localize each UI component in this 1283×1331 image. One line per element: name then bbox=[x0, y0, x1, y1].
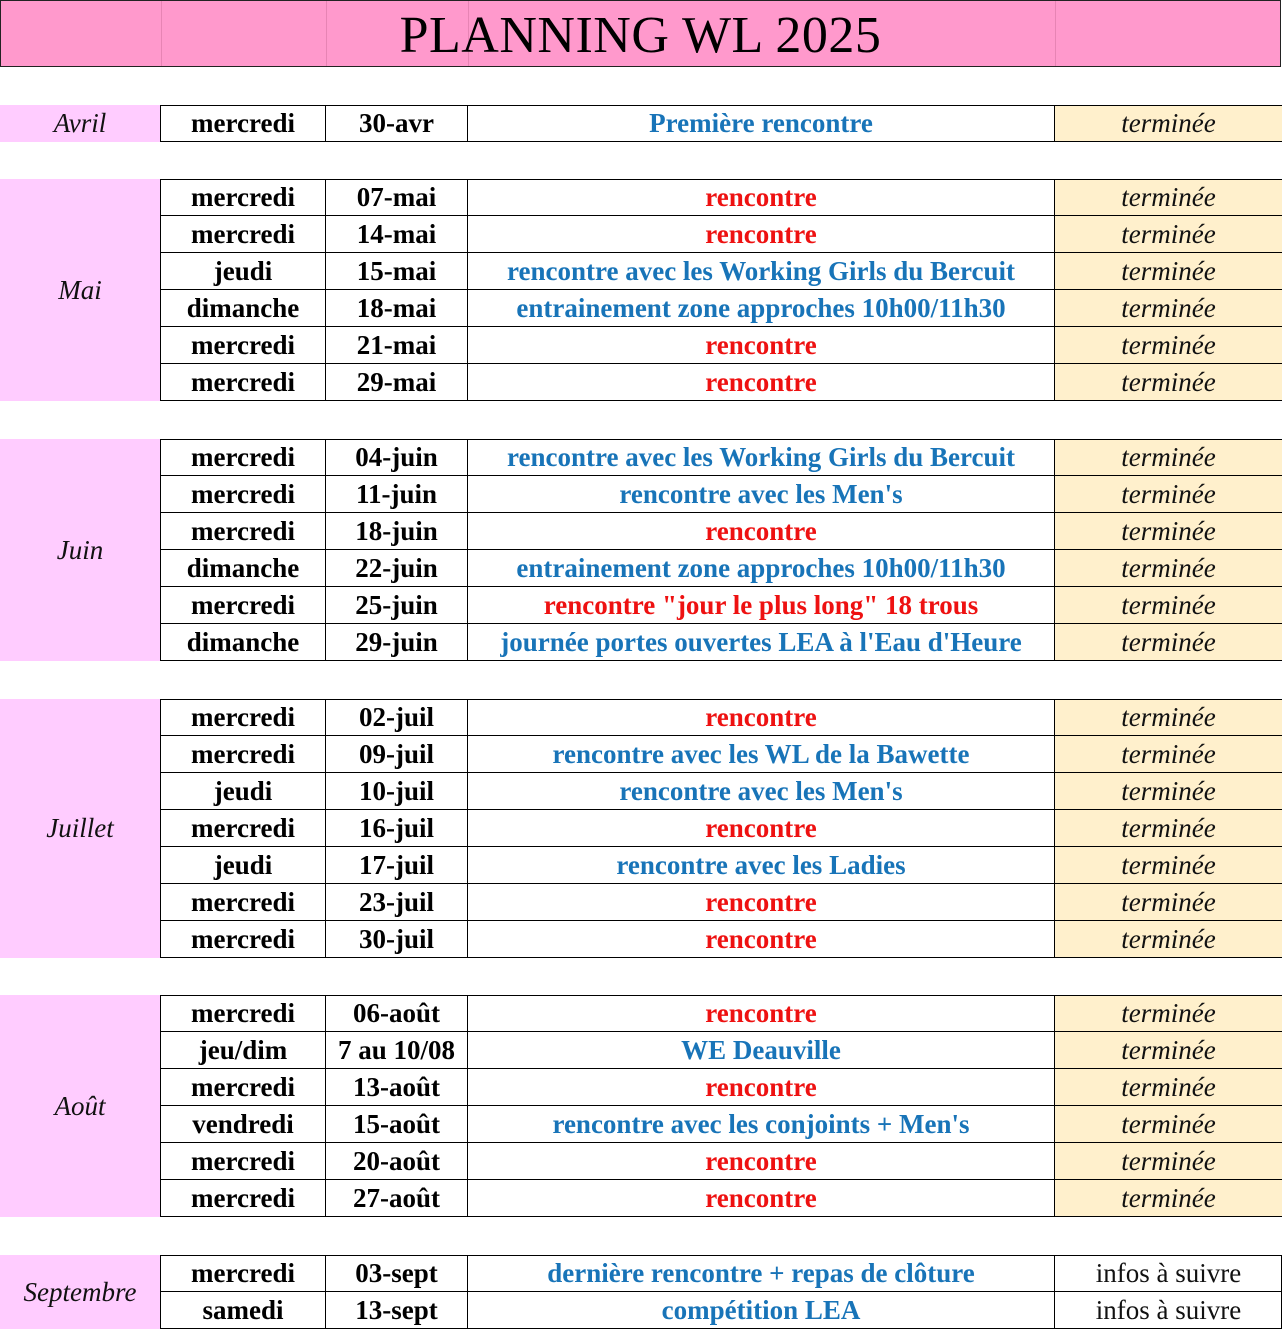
table-row bbox=[160, 921, 1282, 958]
date-cell: 22-juin bbox=[326, 550, 468, 586]
table-row bbox=[160, 810, 1282, 847]
table-row bbox=[160, 1106, 1282, 1143]
event-cell: WE Deauville bbox=[468, 1032, 1055, 1068]
status-cell: terminée bbox=[1055, 624, 1282, 660]
date-cell: 15-août bbox=[326, 1106, 468, 1142]
event-cell: rencontre bbox=[468, 700, 1055, 735]
table-row bbox=[160, 995, 1282, 1032]
date-cell: 30-juil bbox=[326, 921, 468, 957]
date-cell: 18-mai bbox=[326, 290, 468, 326]
event-cell: rencontre bbox=[468, 1180, 1055, 1216]
month-block-mai bbox=[0, 179, 1283, 401]
event-cell: rencontre avec les Men's bbox=[468, 773, 1055, 809]
status-cell: terminée bbox=[1055, 587, 1282, 623]
day-cell: mercredi bbox=[161, 921, 326, 957]
table-row bbox=[160, 550, 1282, 587]
day-cell: jeudi bbox=[161, 253, 326, 289]
date-cell: 02-juil bbox=[326, 700, 468, 735]
title-bar bbox=[0, 0, 1281, 67]
month-rows bbox=[160, 439, 1282, 661]
date-cell: 29-juin bbox=[326, 624, 468, 660]
day-cell: samedi bbox=[161, 1292, 326, 1328]
table-row bbox=[160, 773, 1282, 810]
table-row bbox=[160, 216, 1282, 253]
day-cell: mercredi bbox=[161, 1069, 326, 1105]
date-cell: 7 au 10/08 bbox=[326, 1032, 468, 1068]
day-cell: mercredi bbox=[161, 327, 326, 363]
event-cell: rencontre avec les conjoints + Men's bbox=[468, 1106, 1055, 1142]
date-cell: 18-juin bbox=[326, 513, 468, 549]
event-cell: rencontre bbox=[468, 1069, 1055, 1105]
event-cell: rencontre avec les Ladies bbox=[468, 847, 1055, 883]
status-cell: terminée bbox=[1055, 700, 1282, 735]
event-cell: rencontre avec les Working Girls du Bercuit bbox=[468, 440, 1055, 475]
table-row bbox=[160, 624, 1282, 661]
day-cell: mercredi bbox=[161, 180, 326, 215]
table-row bbox=[160, 513, 1282, 550]
table-row bbox=[160, 1032, 1282, 1069]
event-cell: rencontre bbox=[468, 996, 1055, 1031]
day-cell: mercredi bbox=[161, 700, 326, 735]
table-row bbox=[160, 884, 1282, 921]
status-cell: terminée bbox=[1055, 290, 1282, 326]
status-cell: infos à suivre bbox=[1095, 1294, 1242, 1325]
table-row bbox=[160, 290, 1282, 327]
date-cell: 20-août bbox=[326, 1143, 468, 1179]
event-cell: dernière rencontre + repas de clôture bbox=[468, 1256, 1055, 1291]
date-cell: 13-août bbox=[326, 1069, 468, 1105]
status-cell: infos à suivre bbox=[1095, 1258, 1242, 1288]
status-cell: terminée bbox=[1055, 1069, 1282, 1105]
status-cell: terminée bbox=[1055, 327, 1282, 363]
date-cell: 15-mai bbox=[326, 253, 468, 289]
month-block-septembre bbox=[0, 1255, 1283, 1329]
event-cell: rencontre bbox=[468, 327, 1055, 363]
event-cell: journée portes ouvertes LEA à l'Eau d'Heure bbox=[468, 624, 1055, 660]
day-cell: mercredi bbox=[161, 996, 326, 1031]
event-cell: rencontre bbox=[468, 810, 1055, 846]
table-row bbox=[160, 253, 1282, 290]
day-cell: jeu/dim bbox=[161, 1032, 326, 1068]
status-cell: terminée bbox=[1055, 996, 1282, 1031]
day-cell: mercredi bbox=[161, 1180, 326, 1216]
status-cell: terminée bbox=[1055, 364, 1282, 400]
table-row bbox=[160, 587, 1282, 624]
date-cell: 06-août bbox=[326, 996, 468, 1031]
date-cell: 04-juin bbox=[326, 440, 468, 475]
status-cell: terminée bbox=[1055, 1180, 1282, 1216]
month-block-avril bbox=[0, 105, 1283, 142]
status-cell: terminée bbox=[1055, 550, 1282, 586]
event-cell: rencontre avec les Men's bbox=[468, 476, 1055, 512]
table-row bbox=[160, 105, 1282, 142]
table-row bbox=[160, 847, 1282, 884]
date-cell: 23-juil bbox=[326, 884, 468, 920]
table-row bbox=[160, 476, 1282, 513]
date-cell: 09-juil bbox=[326, 736, 468, 772]
event-cell: rencontre bbox=[468, 1143, 1055, 1179]
event-cell: rencontre bbox=[468, 884, 1055, 920]
day-cell: dimanche bbox=[161, 290, 326, 326]
date-cell: 10-juil bbox=[326, 773, 468, 809]
date-cell: 13-sept bbox=[326, 1292, 468, 1328]
event-cell: Première rencontre bbox=[468, 106, 1055, 141]
day-cell: mercredi bbox=[161, 364, 326, 400]
table-row bbox=[160, 1180, 1282, 1217]
month-label: Juin bbox=[0, 439, 160, 661]
day-cell: dimanche bbox=[161, 550, 326, 586]
date-cell: 17-juil bbox=[326, 847, 468, 883]
status-cell: terminée bbox=[1055, 1143, 1282, 1179]
month-rows bbox=[160, 995, 1282, 1217]
table-row bbox=[160, 1292, 1282, 1329]
date-cell: 07-mai bbox=[326, 180, 468, 215]
status-cell: terminée bbox=[1055, 216, 1282, 252]
month-label: Septembre bbox=[0, 1255, 160, 1329]
status-cell: terminée bbox=[1055, 810, 1282, 846]
day-cell: vendredi bbox=[161, 1106, 326, 1142]
date-cell: 14-mai bbox=[326, 216, 468, 252]
event-cell: rencontre bbox=[468, 513, 1055, 549]
status-cell: terminée bbox=[1055, 180, 1282, 215]
event-cell: rencontre avec les Working Girls du Bercuit bbox=[468, 253, 1055, 289]
day-cell: jeudi bbox=[161, 773, 326, 809]
date-cell: 21-mai bbox=[326, 327, 468, 363]
day-cell: mercredi bbox=[161, 587, 326, 623]
event-cell: rencontre bbox=[468, 180, 1055, 215]
table-row bbox=[160, 699, 1282, 736]
day-cell: mercredi bbox=[161, 736, 326, 772]
status-cell: terminée bbox=[1055, 253, 1282, 289]
month-block-juillet bbox=[0, 699, 1283, 958]
day-cell: mercredi bbox=[161, 884, 326, 920]
date-cell: 03-sept bbox=[326, 1256, 468, 1291]
day-cell: mercredi bbox=[161, 106, 326, 141]
status-cell: terminée bbox=[1055, 513, 1282, 549]
month-rows bbox=[160, 1255, 1282, 1329]
day-cell: dimanche bbox=[161, 624, 326, 660]
status-cell: terminée bbox=[1055, 106, 1282, 141]
day-cell: mercredi bbox=[161, 440, 326, 475]
status-cell: terminée bbox=[1055, 736, 1282, 772]
event-cell: entrainement zone approches 10h00/11h30 bbox=[468, 290, 1055, 326]
day-cell: mercredi bbox=[161, 1143, 326, 1179]
month-label: Août bbox=[0, 995, 160, 1217]
day-cell: mercredi bbox=[161, 513, 326, 549]
month-rows bbox=[160, 179, 1282, 401]
event-cell: rencontre "jour le plus long" 18 trous bbox=[468, 587, 1055, 623]
month-rows bbox=[160, 105, 1282, 142]
table-row bbox=[160, 179, 1282, 216]
event-cell: rencontre bbox=[468, 921, 1055, 957]
table-row bbox=[160, 439, 1282, 476]
table-row bbox=[160, 327, 1282, 364]
date-cell: 16-juil bbox=[326, 810, 468, 846]
status-cell: terminée bbox=[1055, 1032, 1282, 1068]
status-cell: terminée bbox=[1055, 847, 1282, 883]
event-cell: rencontre bbox=[468, 364, 1055, 400]
status-cell: terminée bbox=[1055, 1106, 1282, 1142]
status-cell: terminée bbox=[1055, 884, 1282, 920]
date-cell: 30-avr bbox=[326, 106, 468, 141]
date-cell: 11-juin bbox=[326, 476, 468, 512]
month-rows bbox=[160, 699, 1282, 958]
table-row bbox=[160, 736, 1282, 773]
day-cell: mercredi bbox=[161, 216, 326, 252]
month-label: Mai bbox=[0, 179, 160, 401]
month-label: Avril bbox=[0, 105, 160, 142]
status-cell: terminée bbox=[1055, 921, 1282, 957]
event-cell: entrainement zone approches 10h00/11h30 bbox=[468, 550, 1055, 586]
status-cell: terminée bbox=[1055, 773, 1282, 809]
day-cell: mercredi bbox=[161, 1256, 326, 1291]
date-cell: 29-mai bbox=[326, 364, 468, 400]
day-cell: mercredi bbox=[161, 810, 326, 846]
table-row bbox=[160, 1143, 1282, 1180]
event-cell: rencontre bbox=[468, 216, 1055, 252]
month-block-juin bbox=[0, 439, 1283, 661]
date-cell: 27-août bbox=[326, 1180, 468, 1216]
event-cell: rencontre avec les WL de la Bawette bbox=[468, 736, 1055, 772]
month-label: Juillet bbox=[0, 699, 160, 958]
month-block-août bbox=[0, 995, 1283, 1217]
day-cell: jeudi bbox=[161, 847, 326, 883]
table-row bbox=[160, 1069, 1282, 1106]
event-cell: compétition LEA bbox=[468, 1292, 1055, 1328]
table-row bbox=[160, 364, 1282, 401]
page-title: PLANNING WL 2025 bbox=[399, 7, 882, 64]
table-row bbox=[160, 1255, 1282, 1292]
date-cell: 25-juin bbox=[326, 587, 468, 623]
day-cell: mercredi bbox=[161, 476, 326, 512]
status-cell: terminée bbox=[1055, 476, 1282, 512]
status-cell: terminée bbox=[1055, 440, 1282, 475]
